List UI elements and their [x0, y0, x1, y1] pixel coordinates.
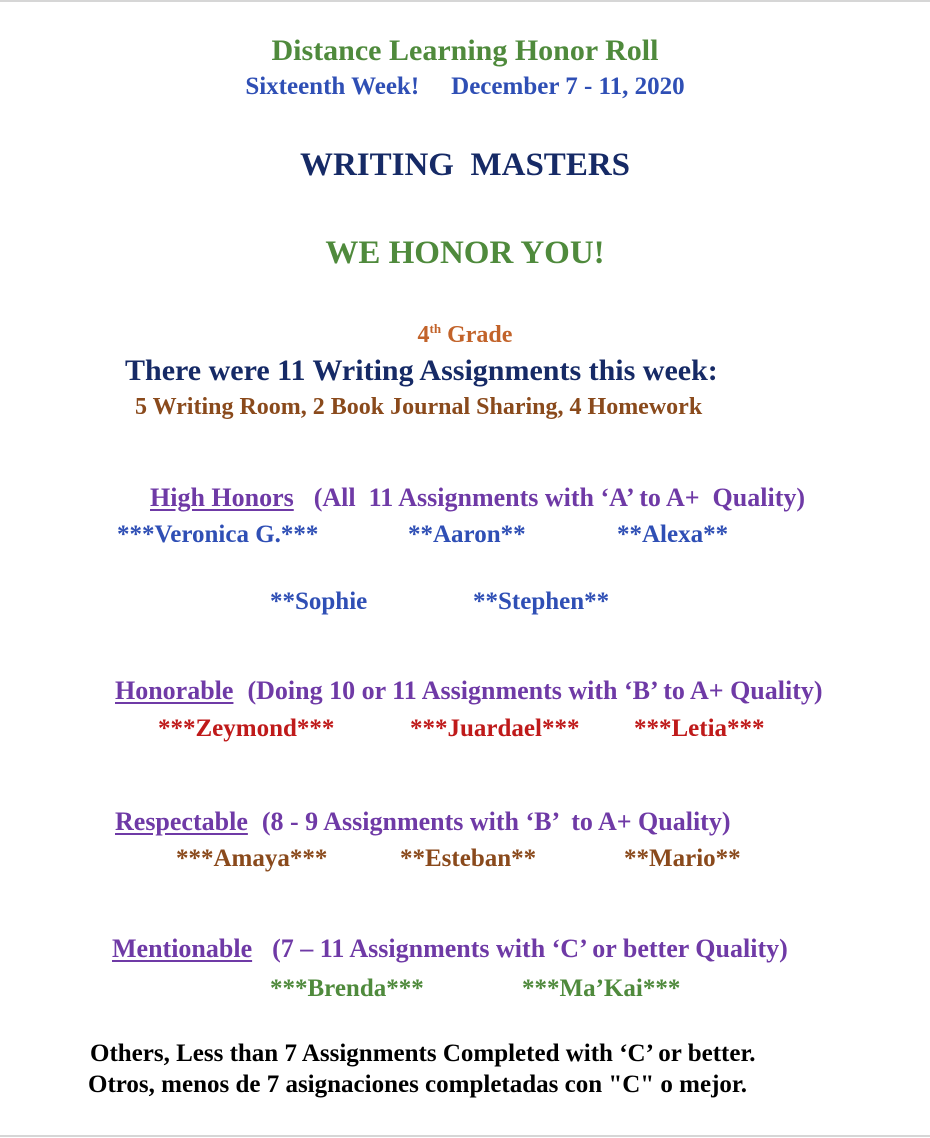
- writing-masters-heading: WRITING MASTERS: [299, 147, 631, 183]
- honoree-name: **Aaron**: [408, 521, 526, 548]
- grade-label: [0, 323, 930, 347]
- grade-word: Grade: [447, 322, 513, 348]
- honoree-name: ***Ma’Kai***: [522, 975, 681, 1002]
- mentionable-heading: [99, 910, 788, 962]
- respectable-label: Respectable: [115, 807, 248, 836]
- grade-number: 4: [417, 322, 430, 348]
- we-honor-you-heading: WE HONOR YOU!: [325, 235, 605, 271]
- mentionable-label: Mentionable: [112, 934, 253, 963]
- honorable-label: Honorable: [115, 676, 234, 705]
- honoree-name: ***Amaya***: [176, 845, 328, 872]
- high-honors-heading: [137, 459, 805, 511]
- honoree-name: **Esteban**: [400, 845, 537, 872]
- respectable-heading: [102, 783, 730, 835]
- honoree-name: ***Zeymond***: [158, 715, 335, 742]
- honoree-name: ***Brenda***: [270, 975, 424, 1002]
- week-label: Sixteenth Week!: [245, 73, 420, 100]
- respectable-criteria: (8 - 9 Assignments with ‘B’ to A+ Quality): [261, 807, 731, 836]
- footer-spanish: Otros, menos de 7 asignaciones completadas con "C" o mejor.: [88, 1071, 747, 1098]
- assignments-breakdown: 5 Writing Room, 2 Book Journal Sharing, 4 Homework: [135, 394, 703, 420]
- high-honors-criteria: (All 11 Assignments with ‘A’ to A+ Quality): [313, 483, 806, 512]
- honorable-heading: [102, 652, 823, 704]
- honoree-name: **Stephen**: [473, 588, 610, 615]
- honorable-criteria: (Doing 10 or 11 Assignments with ‘B’ to A+ Quality): [247, 676, 823, 705]
- page-title: Distance Learning Honor Roll: [271, 34, 659, 67]
- assignments-summary: There were 11 Writing Assignments this week:: [125, 354, 718, 387]
- mentionable-criteria: (7 – 11 Assignments with ‘C’ or better Quality): [272, 934, 788, 963]
- footer-english: Others, Less than 7 Assignments Completed with ‘C’ or better.: [90, 1040, 756, 1067]
- honoree-name: **Sophie: [270, 588, 368, 615]
- honoree-name: ***Letia***: [634, 715, 765, 742]
- week-dates: December 7 - 11, 2020: [451, 73, 685, 100]
- top-border: [0, 0, 930, 2]
- week-line: [0, 74, 930, 99]
- honoree-name: **Mario**: [624, 845, 741, 872]
- high-honors-label: High Honors: [150, 483, 294, 512]
- grade-suffix: th: [429, 321, 442, 336]
- honoree-name: ***Veronica G.***: [117, 521, 319, 548]
- bottom-border: [0, 1135, 930, 1137]
- honoree-name: **Alexa**: [617, 521, 729, 548]
- honoree-name: ***Juardael***: [410, 715, 580, 742]
